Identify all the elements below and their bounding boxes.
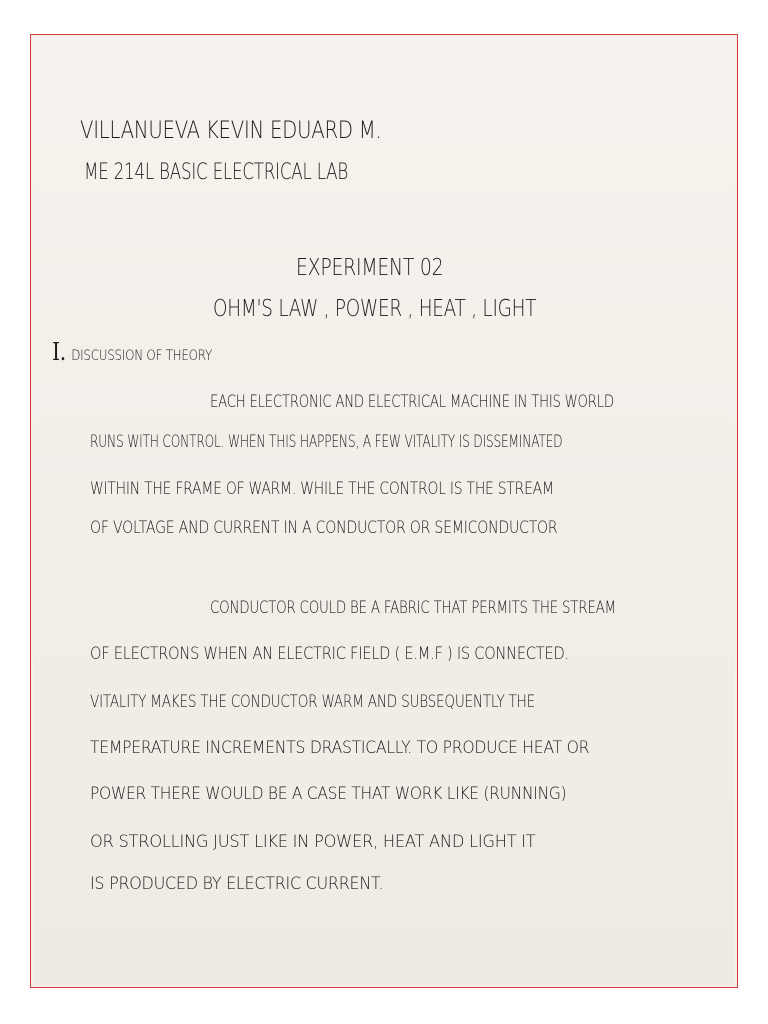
paragraph-1-line-3: WITHIN THE FRAME OF WARM. WHILE THE CONTROL IS THE STREAM	[90, 479, 554, 499]
paragraph-2-line-3: VITALITY MAKES THE CONDUCTOR WARM AND SUBSEQUENTLY THE	[90, 692, 535, 712]
course-title: ME 214L BASIC ELECTRICAL LAB	[84, 160, 349, 185]
paragraph-2-line-4: TEMPERATURE INCREMENTS DRASTICALLY. TO PRODUCE HEAT OR	[90, 738, 590, 758]
paragraph-2-line-2: OF ELECTRONS WHEN AN ELECTRIC FIELD ( E.M.F ) IS CONNECTED.	[90, 644, 569, 664]
section-heading	[52, 338, 212, 366]
paragraph-2-line-7: IS PRODUCED BY ELECTRIC CURRENT.	[90, 874, 384, 894]
paragraph-1-line-4: OF VOLTAGE AND CURRENT IN A CONDUCTOR OR SEMICONDUCTOR	[90, 518, 558, 538]
paragraph-1-line-1: EACH ELECTRONIC AND ELECTRICAL MACHINE IN THIS WORLD	[210, 392, 614, 412]
experiment-number: EXPERIMENT 02	[296, 255, 444, 281]
paragraph-2-line-5: POWER THERE WOULD BE A CASE THAT WORK LIKE (RUNNING)	[90, 784, 567, 804]
paragraph-2-line-1: CONDUCTOR COULD BE A FABRIC THAT PERMITS THE STREAM	[210, 598, 616, 618]
paragraph-2-line-6: OR STROLLING JUST LIKE IN POWER, HEAT AND LIGHT IT	[90, 832, 536, 852]
experiment-subtitle: OHM'S LAW , POWER , HEAT , LIGHT	[213, 296, 537, 322]
section-numeral: I.	[52, 338, 67, 366]
section-heading-label: DISCUSSION OF THEORY	[71, 348, 212, 364]
student-name: VILLANUEVA KEVIN EDUARD M.	[80, 116, 382, 144]
paragraph-1-line-2: RUNS WITH CONTROL. WHEN THIS HAPPENS, A FEW VITALITY IS DISSEMINATED	[90, 432, 563, 452]
